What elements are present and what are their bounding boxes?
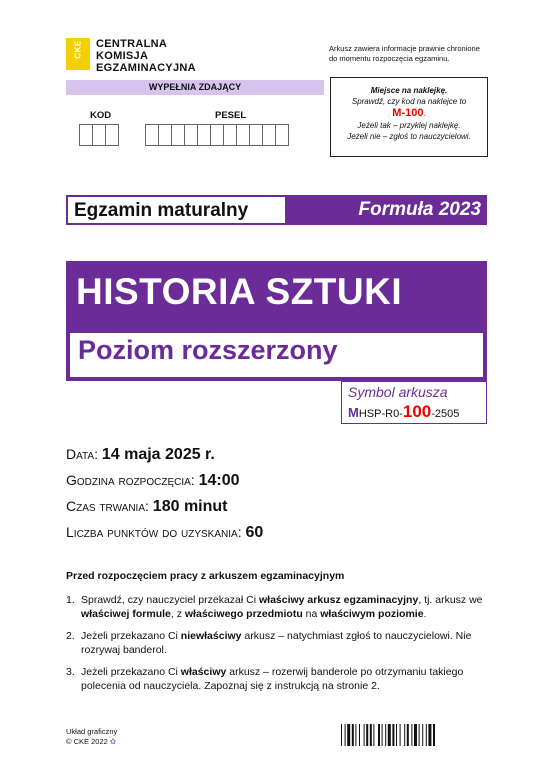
text: na [302, 607, 321, 620]
sticker-line-3: Jeżeli nie – zgłoś to nauczycielowi. [347, 132, 471, 141]
instruction-number: 1. [66, 594, 75, 606]
cke-logo-text [96, 38, 196, 74]
pesel-box[interactable] [184, 124, 198, 146]
pesel-box[interactable] [275, 124, 289, 146]
text: Jeżeli przekazano Ci [81, 666, 181, 678]
text: . [423, 607, 427, 620]
sticker-area [330, 77, 488, 157]
symbol-number: 100 [402, 402, 432, 421]
kod-box[interactable] [105, 124, 119, 146]
sheet-symbol-code [348, 402, 459, 422]
date-label: Data: [66, 446, 98, 462]
barcode-bar [388, 724, 391, 746]
instruction-item [66, 666, 491, 693]
cke-logo-mark [66, 38, 90, 70]
symbol-prefix: M [348, 405, 359, 420]
logo-line-1: CENTRALNA [96, 38, 168, 50]
text: , tj. arkusz we [418, 594, 483, 606]
pesel-box[interactable] [223, 124, 237, 146]
subject-title: HISTORIA SZTUKI [76, 271, 403, 312]
text: arkusz – natychmiast zgłoś to nauczycielowi. Nie rozrywaj banderol. [81, 630, 472, 656]
kod-label: KOD [90, 110, 112, 121]
barcode-bar [378, 724, 380, 746]
barcode-bar [366, 724, 368, 746]
emph: właściwym poziomie [320, 607, 424, 620]
symbol-part-1: HSP-R0- [358, 408, 403, 420]
time-label: Godzina rozpoczęcia: [66, 472, 195, 488]
barcode-bar [373, 724, 374, 746]
fill-by-student-header: WYPEŁNIA ZDAJĄCY [66, 80, 324, 95]
sheet-symbol-label: Symbol arkusza [348, 384, 448, 400]
pesel-input-boxes[interactable] [145, 124, 288, 146]
barcode-bar [347, 724, 350, 746]
legal-note [329, 44, 499, 64]
pesel-box[interactable] [197, 124, 211, 146]
barcode [340, 724, 486, 746]
date-value: 14 maja 2025 r. [101, 446, 215, 463]
barcode-bar [385, 724, 386, 746]
sticker-title: Miejsce na naklejkę. [370, 86, 448, 95]
legal-note-line-2: do momentu rozpoczęcia egzaminu. [329, 54, 450, 63]
pesel-box[interactable] [249, 124, 263, 146]
instruction-number: 2. [66, 630, 75, 642]
instructions-list [66, 594, 491, 702]
sticker-code: M-100 [392, 107, 424, 119]
text: , z [170, 607, 185, 620]
footer-line-1: Układ graficzny [66, 727, 118, 736]
text: Sprawdź, czy nauczyciel przekazał Ci [81, 594, 259, 606]
barcode-bar [352, 724, 354, 746]
barcode-bar [411, 724, 412, 746]
legal-note-line-1: Arkusz zawiera informacje prawnie chronione [329, 44, 480, 53]
barcode-bar [407, 724, 409, 746]
logo-mark-text: CKE [73, 40, 83, 59]
exam-duration [66, 498, 227, 516]
logo-line-2: KOMISJA [96, 50, 149, 62]
barcode-bar [364, 724, 365, 746]
points-label: Liczba punktów do uzyskania: [66, 524, 242, 540]
pesel-box[interactable] [158, 124, 172, 146]
barcode-bar [370, 724, 372, 746]
exam-type: Egzamin maturalny [66, 195, 287, 225]
pesel-box[interactable] [145, 124, 159, 146]
duration-label: Czas trwania: [66, 498, 149, 514]
instruction-item [66, 594, 491, 621]
barcode-bar [355, 724, 356, 746]
footer-dot-icon: ✿ [109, 737, 117, 746]
exam-date [66, 446, 215, 464]
points-value: 60 [245, 524, 264, 541]
time-value: 14:00 [198, 472, 240, 489]
barcode-bar [426, 724, 427, 746]
exam-points [66, 524, 263, 542]
text: arkusz – rozerwij banderole po otrzymaniu takiego polecenia od nauczyciela. Zapoznaj się z instrukcją na stronie 2. [81, 666, 464, 692]
barcode-bar [345, 724, 346, 746]
barcode-bar [404, 724, 405, 746]
pesel-label: PESEL [215, 110, 247, 121]
kod-box[interactable] [79, 124, 93, 146]
kod-input-boxes[interactable] [79, 124, 118, 146]
barcode-bar [422, 724, 423, 746]
barcode-bar [392, 724, 394, 746]
symbol-part-2: -2505 [431, 408, 460, 420]
barcode-bar [396, 724, 397, 746]
emph: właściwego przedmiotu [184, 607, 303, 620]
barcode-bar [400, 724, 401, 746]
emph: właściwy arkusz egzaminacyjny [258, 594, 419, 606]
pesel-box[interactable] [262, 124, 276, 146]
subject-level: Poziom rozszerzony [78, 335, 338, 365]
pesel-box[interactable] [171, 124, 185, 146]
barcode-bar [359, 724, 360, 746]
footer-line-2: © CKE 2022 [66, 737, 108, 746]
sticker-code-suffix: . [423, 109, 426, 118]
exam-start-time [66, 472, 240, 490]
logo-line-3: EGZAMINACYJNA [96, 62, 196, 74]
barcode-bar [433, 724, 435, 746]
sheet-symbol-box [341, 381, 487, 424]
barcode-bar [341, 724, 342, 746]
footer-credit [66, 727, 117, 747]
barcode-bar [414, 724, 417, 746]
text: Jeżeli przekazano Ci [81, 630, 181, 642]
instruction-number: 3. [66, 666, 75, 678]
duration-value: 180 minut [152, 498, 228, 515]
instruction-item [66, 630, 491, 657]
kod-box[interactable] [92, 124, 106, 146]
sticker-line-1: Sprawdź, czy kod na naklejce to [351, 97, 467, 106]
level-box [70, 333, 483, 377]
pesel-box[interactable] [236, 124, 250, 146]
emph: właściwy [180, 666, 227, 678]
barcode-bar [419, 724, 420, 746]
subject-banner [66, 261, 487, 381]
emph: właściwej formule [81, 607, 171, 620]
instructions-heading: Przed rozpoczęciem pracy z arkuszem egzaminacyjnym [66, 570, 345, 582]
sticker-line-2: Jeżeli tak – przyklej naklejkę. [357, 121, 461, 130]
emph: niewłaściwy [180, 630, 242, 642]
barcode-bar [382, 724, 383, 746]
exam-formula: Formuła 2023 [287, 195, 487, 225]
barcode-bar [428, 724, 431, 746]
pesel-box[interactable] [210, 124, 224, 146]
